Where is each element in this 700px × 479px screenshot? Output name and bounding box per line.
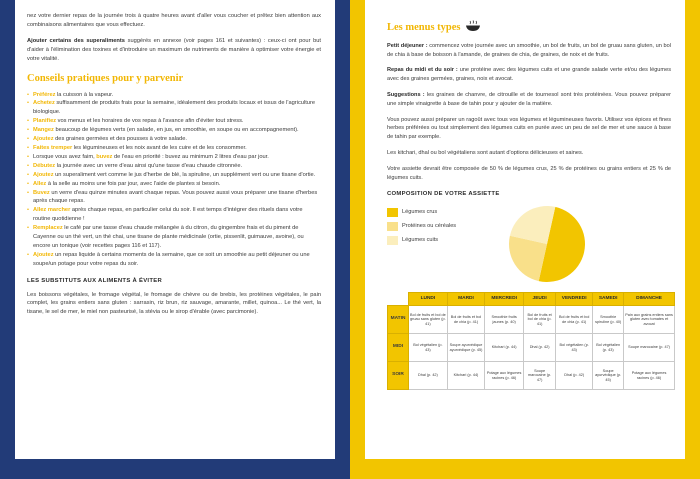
day-header: JEUDI [524, 293, 556, 306]
midi-soir-lead: Repas du midi et du soir : [387, 67, 458, 74]
meal-cell: Dhal (p. 42) [524, 334, 556, 362]
tip-highlight: Préférez [33, 91, 56, 98]
legend-item [387, 208, 507, 217]
meal-cell: Bol de fruits et bol de chia (p. 41) [447, 306, 484, 334]
tip-highlight: Planifiez [33, 118, 57, 125]
tip-text: un superaliment vert comme le jus d'herbe de blé, la spiruline, un supplément vert ou une tisane d'ortie. [53, 171, 316, 178]
tip-text: après chaque repas, en particulier celui du soir. Il est temps d'intégrer des rituels dans votre routine quotidienne ! [33, 207, 303, 223]
tip-item [27, 180, 321, 189]
tip-text: vos menus et les horaires de vos repas à l'avance afin d'éviter tout stress. [56, 118, 244, 125]
legend-swatch [387, 236, 398, 245]
meal-cell: Bol de fruits et bol de gruau sans gluten (p. 41) [409, 306, 448, 334]
tip-item [27, 189, 321, 207]
right-page [365, 0, 685, 459]
tip-text: des graines germées et des pousses à votre salade. [53, 136, 187, 143]
meal-cell: Potage aux légumes racines (p. 46) [624, 362, 675, 390]
meal-table-body [388, 306, 675, 390]
tip-text: beaucoup de légumes verts (en salade, en jus, en smoothie, en soupe ou en accompagnement). [53, 127, 299, 134]
intro-paragraph: nez votre dernier repas de la journée trois à quatre heures avant d'aller vous coucher et prêtez bien attention aux combinaisons alimentaires que vous effectuez. [27, 13, 321, 28]
menus-title: Les menus types [387, 21, 461, 33]
day-header: MERCREDI [485, 293, 524, 306]
tip-text: les légumineuses et les noix avant de les cuire et de les consommer. [72, 144, 247, 151]
legend-item [387, 236, 507, 245]
tip-item [27, 117, 321, 126]
tip-highlight: Ajoutez [33, 171, 54, 178]
tip-text: un repas liquide à certains moments de la semaine, que ce soit un smoothie au petit déjeuner ou une soupe/un potage pour votre repas du soir. [33, 251, 310, 267]
tip-text: la cuisson à la vapeur. [55, 91, 114, 98]
tip-text: suffisamment de produits frais pour la semaine, idéalement des produits locaux et issus de l'agriculture biologique. [33, 100, 316, 116]
table-row [388, 362, 675, 390]
meal-cell: Soupe marocaine (p. 47) [624, 334, 675, 362]
assiette-paragraph: Votre assiette devrait être composée de 50 % de légumes crus, 25 % de protéines ou grains entiers et 25 % de légumes cuits. [387, 165, 671, 181]
meal-cell: Kitchari (p. 44) [447, 362, 484, 390]
meal-row-header: MATIN [388, 306, 409, 334]
tip-item [27, 99, 321, 117]
meal-cell: Bol végétalien (p. 43) [409, 334, 448, 362]
meal-cell: Soupe ayurvédique ayurvédique (p. 45) [447, 334, 484, 362]
meal-cell: Bol végétalien (p. 43) [556, 334, 593, 362]
tip-highlight: Mangez [33, 127, 54, 134]
suggestions-lead: Suggestions : [387, 91, 425, 98]
legend-label: Légumes cuits [402, 237, 439, 244]
meal-cell: Kitchari (p. 44) [485, 334, 524, 362]
tip-item [27, 251, 321, 269]
tip-pre: Lorsque vous avez faim, [33, 153, 97, 160]
conseils-title: Conseils pratiques pour y parvenir [27, 72, 184, 84]
meal-cell: Soupe ayurvédique (p. 45) [593, 362, 624, 390]
day-header: VENDREDI [556, 293, 593, 306]
legend-label: Légumes crus [402, 209, 438, 216]
day-header: DIMANCHE [624, 293, 675, 306]
superaliments-paragraph [27, 37, 321, 64]
tip-item [27, 144, 321, 153]
suggestions-paragraph [387, 91, 671, 109]
meal-cell: Smoothie fruits jaunes (p. 40) [485, 306, 524, 334]
legend-label: Protéines ou céréales [402, 223, 457, 230]
superaliments-lead: Ajouter certains des superaliments [27, 37, 125, 44]
meal-cell: Bol de fruits et bol de chia (p. 41) [556, 306, 593, 334]
meal-row-header: SOIR [388, 362, 409, 390]
meal-cell: Dhal (p. 42) [556, 362, 593, 390]
meal-cell: Bol végétalien (p. 43) [593, 334, 624, 362]
meal-cell: Pain aux grains entiers sans gluten avec tomates et avocat [624, 306, 675, 334]
meal-table-header [388, 293, 675, 306]
tip-item [27, 135, 321, 144]
tip-text: à la selle au moins une fois par jour, avec l'aide de plantes si besoin. [46, 180, 221, 187]
tip-highlight: Faites tremper [33, 144, 73, 151]
table-row [388, 306, 675, 334]
meal-table [387, 292, 675, 390]
tip-item [27, 91, 321, 100]
composition-block [387, 204, 671, 284]
tip-item [27, 206, 321, 224]
tip-item [27, 153, 321, 162]
day-header: SAMEDI [593, 293, 624, 306]
tip-highlight: Allez [33, 180, 47, 187]
midi-soir-text: une protéine avec des légumes cuits et une grande salade verte et/ou des légumes avec des graines germées, graines, noix et avocat. [387, 67, 671, 83]
composition-title: COMPOSITION DE VOTRE ASSIETTE [387, 191, 500, 198]
legend-swatch [387, 222, 398, 231]
tip-item [27, 224, 321, 251]
tip-item [27, 126, 321, 135]
tip-highlight: Buvez [33, 189, 50, 196]
tip-item [27, 162, 321, 171]
substituts-paragraph: Les boissons végétales, le fromage végétal, le fromage de chèvre ou de brebis, les protéines végétales, le pain complet, les grains entiers sans gluten : sarrasin, riz brun, riz sauvage, amarante, millet, quinoa... Le thé vert, la tisane, le sel de mer, le miel non pasteurisé, la stévia ou le sirop d'érable (avec parcimonie). [27, 291, 321, 316]
tips-list [27, 91, 321, 269]
tip-highlight: Débutez [33, 162, 56, 169]
meal-cell: Smoothie spiruline (p. 40) [593, 306, 624, 334]
tip-highlight: Allez marcher [33, 207, 71, 214]
legend-swatch [387, 208, 398, 217]
midi-soir-paragraph [387, 66, 671, 84]
meal-cell: Soupe marocaine (p. 47) [524, 362, 556, 390]
tip-highlight: Ajoutez [33, 251, 54, 258]
tip-highlight: Achetez [33, 100, 55, 107]
left-page [15, 0, 335, 459]
petit-dej-lead: Petit déjeuner : [387, 42, 428, 49]
legend-item [387, 222, 507, 231]
bowl-icon [465, 20, 481, 36]
meal-row-header: MIDI [388, 334, 409, 362]
ragout-paragraph: Vous pouvez aussi préparer un ragoût avec tous vos légumes et légumineuses favoris. Utilisez vos épices et fines herbes préférées ou tout simplement des légumes cuits en purée avec un peu de sel de mer et une sauce à base de tahin par exemple. [387, 116, 671, 141]
tip-text: de l'eau en priorité : buvez au minimum 2 litres d'eau par jour. [112, 153, 269, 160]
petit-dej-paragraph [387, 42, 671, 60]
meal-cell: Bol de fruits et bol de chia (p. 41) [524, 306, 556, 334]
table-corner [388, 293, 409, 306]
pie-legend [387, 204, 507, 250]
day-header: MARDI [447, 293, 484, 306]
suggestions-text: les graines de chanvre, de citrouille et de tournesol sont très protéinées. Vous pouvez préparer une simple vinaigrette à base de tahin pour y ajouter de la matière. [387, 91, 671, 107]
tip-text: un verre d'eau quinze minutes avant chaque repas. Vous pouvez aussi vous préparer une tisane d'herbes après chaque repas. [33, 189, 318, 205]
kitchari-paragraph: Les kitchari, dhal ou bol végétaliens sont autant d'options délicieuses et saines. [387, 149, 584, 156]
table-row [388, 334, 675, 362]
petit-dej-text: commencez votre journée avec un smoothie, un bol de fruits, un bol de gruau sans gluten, un bol de chia à base de boisson à l'amande, de graines de chia, de graines, de noix et de fruits. [387, 42, 671, 58]
tip-text: la journée avec un verre d'eau ainsi qu'une tasse d'eau chaude citronnée. [55, 162, 243, 169]
day-header: LUNDI [409, 293, 448, 306]
tip-highlight: buvez [96, 153, 113, 160]
meal-cell: Dhal (p. 42) [409, 362, 448, 390]
tip-highlight: Ajoutez [33, 136, 54, 143]
tip-text: le café par une tasse d'eau chaude mélangée à du citron, du gingembre frais et du piment de Cayenne ou un thé vert, un thé chai, une tisane de plante médicinale (ortie, pissenlit, guimauve, avoine), ou encore un tonique (voir recettes pages 116 et 117). [33, 225, 304, 249]
tip-highlight: Remplacez [33, 225, 63, 232]
pie-chart [507, 204, 587, 284]
tip-item [27, 171, 321, 180]
menus-title-row [387, 20, 671, 36]
meal-cell: Potage aux légumes racines (p. 46) [485, 362, 524, 390]
superaliments-text: suggérés en annexe (voir pages 161 et suivantes) : ceux-ci ont pour but d'aider à l'élimination des toxines et d'introduire un maximum de nutriments de manière à optimiser votre énergie et votre vitalité. [27, 37, 321, 62]
substituts-title: LES SUBSTITUTS AUX ALIMENTS À ÉVITER [27, 277, 163, 284]
